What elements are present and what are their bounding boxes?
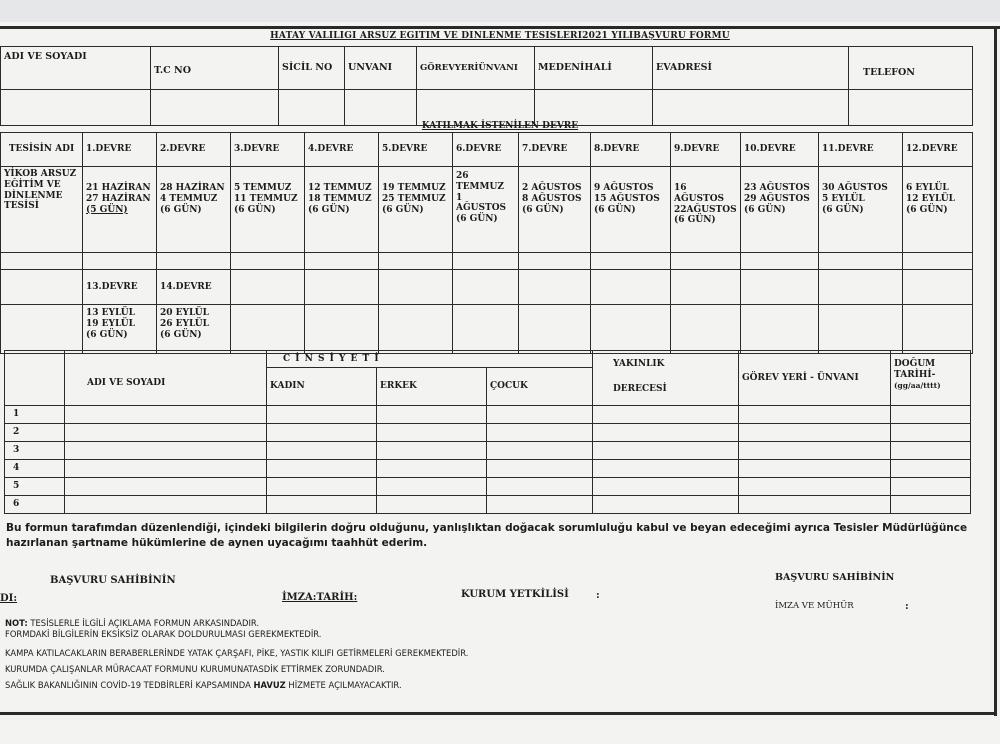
name-label: DI: [0,593,18,604]
member-name-cell[interactable] [65,406,267,424]
member-name-cell[interactable] [65,460,267,478]
period-14-dates[interactable]: 20 EYLÜL 26 EYLÜL (6 GÜN) [157,305,231,354]
period-12-label: 12.DEVRE [903,133,973,167]
blank-cell [819,270,903,305]
row-number: 6 [5,496,65,514]
kinship-cell[interactable] [593,460,739,478]
blank-cell [453,270,519,305]
period-1-choice[interactable] [83,253,157,270]
male-cell[interactable] [377,442,487,460]
period-10-label: 10.DEVRE [741,133,819,167]
period-3-label: 3.DEVRE [231,133,305,167]
child-cell[interactable] [487,478,593,496]
female-cell[interactable] [267,460,377,478]
kinship-cell[interactable] [593,442,739,460]
period-1-label: 1.DEVRE [83,133,157,167]
workplace-cell[interactable] [739,478,891,496]
male-cell[interactable] [377,424,487,442]
male-cell[interactable] [377,406,487,424]
period-5-choice[interactable] [379,253,453,270]
period-8-choice[interactable] [591,253,671,270]
applicant-info-table [0,46,973,126]
blank-cell [591,270,671,305]
period-11-label: 11.DEVRE [819,133,903,167]
period-7-choice[interactable] [519,253,591,270]
period-12-dates[interactable]: 6 EYLÜL 12 EYLÜL (6 GÜN) [903,167,973,253]
blank-cell [519,270,591,305]
period-1-dates[interactable]: 21 HAZİRAN 27 HAZİRAN (5 GÜN) [83,167,157,253]
period-9-dates[interactable]: 16 AĞUSTOS 22AĞUSTOS (6 GÜN) [671,167,741,253]
period-5-label: 5.DEVRE [379,133,453,167]
blank-cell [741,270,819,305]
kinship-cell[interactable] [593,496,739,514]
birth-date-cell[interactable] [891,460,971,478]
blank-cell [305,305,379,354]
workplace-cell[interactable] [739,496,891,514]
row-number: 5 [5,478,65,496]
birth-date-cell[interactable] [891,424,971,442]
row-number: 1 [5,406,65,424]
period-2-label: 2.DEVRE [157,133,231,167]
member-name-cell[interactable] [65,424,267,442]
period-3-dates[interactable]: 5 TEMMUZ 11 TEMMUZ (6 GÜN) [231,167,305,253]
facility-name: YİKOB ARSUZ EĞİTİM VE DİNLENME TESİSİ [1,167,83,253]
child-cell[interactable] [487,442,593,460]
child-cell[interactable] [487,424,593,442]
blank-cell [903,270,973,305]
child-cell[interactable] [487,496,593,514]
female-cell[interactable] [267,496,377,514]
workplace-cell[interactable] [739,424,891,442]
period-7-dates[interactable]: 2 AĞUSTOS 8 AĞUSTOS (6 GÜN) [519,167,591,253]
sign-seal-label: İMZA VE MÜHÜR [775,601,854,611]
period-4-label: 4.DEVRE [305,133,379,167]
blank-cell [231,305,305,354]
seal-colon: : [905,601,909,612]
kinship-cell[interactable] [593,406,739,424]
period-5-dates[interactable]: 19 TEMMUZ 25 TEMMUZ (6 GÜN) [379,167,453,253]
period-8-label: 8.DEVRE [591,133,671,167]
blank-cell [671,270,741,305]
gender-header: C İ N S İ Y E T İ [267,351,593,368]
header-address: EVADRESİ [653,47,849,90]
period-4-dates[interactable]: 12 TEMMUZ 18 TEMMUZ (6 GÜN) [305,167,379,253]
child-cell[interactable] [487,406,593,424]
period-8-dates[interactable]: 9 AĞUSTOS 15 AĞUSTOS (6 GÜN) [591,167,671,253]
period-6-label: 6.DEVRE [453,133,519,167]
blank-cell [591,305,671,354]
declaration-text: Bu formun tarafımdan düzenlendiği, içindeki bilgilerin doğru olduğunu, yanlışlıktan doğacak sorumluluğu kabul ve beyan edeceğimi ayrıca Tesisler Müdürlüğünce hazırlanan şartname hükümlerine de aynen uyacağımı taahhüt ederim. [6,522,968,550]
period-7-label: 7.DEVRE [519,133,591,167]
period-6-choice[interactable] [453,253,519,270]
birth-date-header: DOĞUM TARİHİ- (gg/aa/tttt) [891,351,971,406]
female-cell[interactable] [267,406,377,424]
header-workplace: GÖREVYERİÜNVANI [417,47,535,90]
institution-official-label: KURUM YETKİLİSİ [461,589,569,600]
gender-male-header: ERKEK [377,368,487,406]
note-line-5: SAĞLIK BAKANLIĞININ COVİD-19 TEDBİRLERİ KAPSAMINDA HAVUZ HİZMETE AÇILMAYACAKTIR. [5,680,402,690]
period-table [0,132,973,354]
row-number: 2 [5,424,65,442]
period-2-dates[interactable]: 28 HAZİRAN 4 TEMMUZ (6 GÜN) [157,167,231,253]
applicant-label-right: BAŞVURU SAHİBİNİN [775,572,895,583]
note-line-4: KURUMDA ÇALIŞANLAR MÜRACAAT FORMUNU KURUMUNATASDİK ETTİRMEK ZORUNDADIR. [5,664,385,674]
member-workplace-header: GÖREV YERİ - ÜNVANI [739,351,891,406]
header-full-name: ADI VE SOYADI [1,47,151,90]
section-title: KATILMAK İSTENİLEN DEVRE [421,121,579,131]
blank-cell [305,270,379,305]
child-cell[interactable] [487,460,593,478]
form-title: HATAY VALILIGI ARSUZ EGITIM VE DINLENME TESISLERI2021 YILIBAŞVURU FORMU [270,31,730,41]
header-registry-no: SİCİL NO [279,47,345,90]
period-11-dates[interactable]: 30 AĞUSTOS 5 EYLÜL (6 GÜN) [819,167,903,253]
period-9-label: 9.DEVRE [671,133,741,167]
birth-date-cell[interactable] [891,478,971,496]
member-name-cell[interactable] [65,496,267,514]
workplace-cell[interactable] [739,442,891,460]
kinship-header: YAKINLIK DERECESİ [593,351,739,406]
header-title: UNVANI [345,47,417,90]
period-11-choice[interactable] [819,253,903,270]
period-14-label: 14.DEVRE [157,270,231,305]
period-6-dates[interactable]: 26 TEMMUZ 1 AĞUSTOS (6 GÜN) [453,167,519,253]
blank-cell [379,270,453,305]
period-10-dates[interactable]: 23 AĞUSTOS 29 AĞUSTOS (6 GÜN) [741,167,819,253]
workplace-cell[interactable] [739,460,891,478]
period-10-choice[interactable] [741,253,819,270]
blank-cell [519,305,591,354]
period-13-label: 13.DEVRE [83,270,157,305]
row-number: 4 [5,460,65,478]
family-members-table [4,350,971,514]
blank-cell [1,305,83,354]
blank-cell [903,305,973,354]
workplace-cell[interactable] [739,406,891,424]
period-13-dates[interactable]: 13 EYLÜL 19 EYLÜL (6 GÜN) [83,305,157,354]
female-cell[interactable] [267,424,377,442]
birth-date-cell[interactable] [891,496,971,514]
period-4-choice[interactable] [305,253,379,270]
note-line-1: NOT: TESİSLERLE İLGİLİ AÇIKLAMA FORMUN ARKASINDADIR. [5,618,260,628]
facility-header: TESİSİN ADI [1,133,83,167]
blank-cell [1,253,83,270]
kinship-cell[interactable] [593,424,739,442]
member-name-cell[interactable] [65,442,267,460]
gender-child-header: ÇOCUK [487,368,593,406]
row-number: 3 [5,442,65,460]
official-colon: : [596,590,600,601]
blank-cell [671,305,741,354]
period-2-choice[interactable] [157,253,231,270]
gender-female-header: KADIN [267,368,377,406]
header-phone: TELEFON [849,47,973,90]
period-12-choice[interactable] [903,253,973,270]
header-marital: MEDENİHALİ [535,47,653,90]
female-cell[interactable] [267,478,377,496]
sign-date-label: İMZA:TARİH: [282,592,358,603]
border-line-bottom [0,712,997,715]
birth-date-cell[interactable] [891,442,971,460]
blank-cell [231,270,305,305]
note-line-3: KAMPA KATILACAKLARIN BERABERLERİNDE YATAK ÇARŞAFI, PİKE, YASTIK KILIFI GETİRMELERİ GEREKMEKTEDİR. [5,648,469,658]
note-line-2: FORMDAKİ BİLGİLERİN EKSİKSİZ OLARAK DOLDURULMASI GEREKMEKTEDİR. [5,629,322,639]
header-tc-no: T.C NO [151,47,279,90]
blank-cell [453,305,519,354]
blank-cell [1,270,83,305]
male-cell[interactable] [377,478,487,496]
member-name-header: ADI VE SOYADI [65,351,267,406]
kinship-cell[interactable] [593,478,739,496]
row-number-header [5,351,65,406]
female-cell[interactable] [267,442,377,460]
border-line-top [0,26,1000,29]
blank-cell [741,305,819,354]
member-name-cell[interactable] [65,478,267,496]
male-cell[interactable] [377,460,487,478]
blank-cell [819,305,903,354]
birth-date-cell[interactable] [891,406,971,424]
period-9-choice[interactable] [671,253,741,270]
blank-cell [379,305,453,354]
period-3-choice[interactable] [231,253,305,270]
applicant-label-left: BAŞVURU SAHİBİNİN [50,575,176,586]
male-cell[interactable] [377,496,487,514]
